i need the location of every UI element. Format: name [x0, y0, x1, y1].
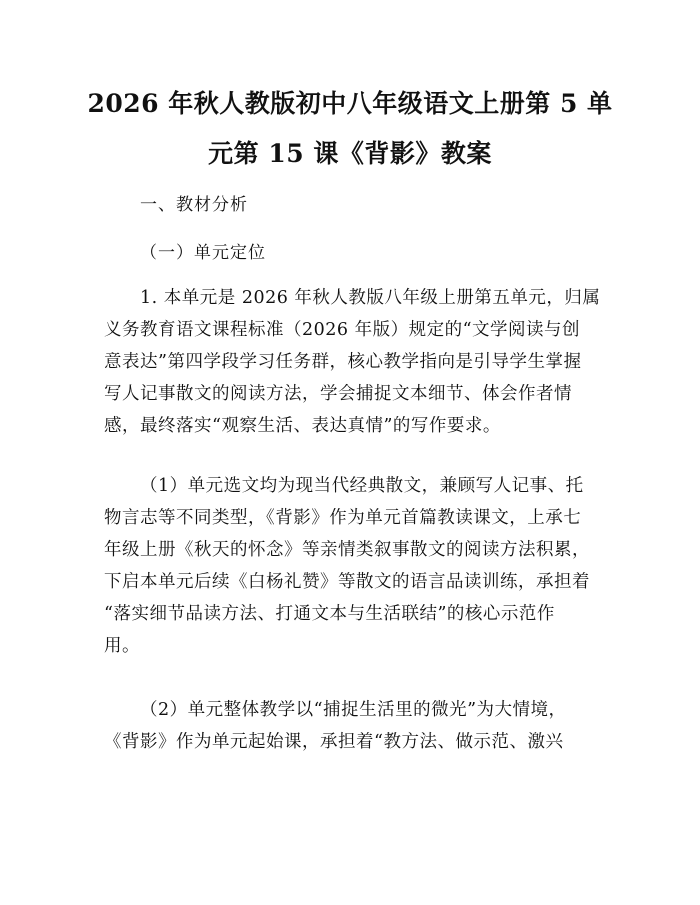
paragraph-line: 年级上册《秋天的怀念》等亲情类叙事散文的阅读方法积累，	[104, 540, 590, 560]
document-title-line-2: 元第 15 课《背影》教案	[208, 139, 492, 168]
paragraph-line: （1）单元选文均为现当代经典散文，兼顾写人记事、托	[140, 476, 584, 496]
paragraph-line: 《背影》作为单元起始课，承担着“教方法、做示范、激兴	[104, 732, 564, 752]
paragraph-line: 义务教育语文课程标准（2026 年版）规定的“文学阅读与创	[104, 320, 581, 340]
paragraph-2	[104, 470, 604, 662]
section-heading: 一、教材分析	[140, 195, 248, 215]
paragraph-3	[104, 694, 604, 758]
paragraph-line: 意表达”第四学段学习任务群，核心教学指向是引导学生掌握	[104, 352, 582, 372]
paragraph-line: “落实细节品读方法、打通文本与生活联结”的核心示范作	[104, 604, 555, 624]
paragraph-line: 1. 本单元是 2026 年秋人教版八年级上册第五单元，归属	[140, 288, 601, 308]
paragraph-line: 物言志等不同类型，《背影》作为单元首篇教读课文，上承七	[104, 508, 582, 528]
document-title-line-1: 2026 年秋人教版初中八年级语文上册第 5 单	[87, 89, 613, 118]
paragraph-line: （2）单元整体教学以“捕捉生活里的微光”为大情境，	[140, 700, 567, 720]
subsection-heading: （一）单元定位	[140, 243, 266, 263]
paragraph-line: 感，最终落实“观察生活、表达真情”的写作要求。	[104, 416, 501, 436]
paragraph-line: 用。	[104, 636, 140, 656]
paragraph-line: 写人记事散文的阅读方法，学会捕捉文本细节、体会作者情	[104, 384, 572, 404]
paragraph-line: 下启本单元后续《白杨礼赞》等散文的语言品读训练，承担着	[104, 572, 590, 592]
paragraph-1	[104, 282, 604, 442]
